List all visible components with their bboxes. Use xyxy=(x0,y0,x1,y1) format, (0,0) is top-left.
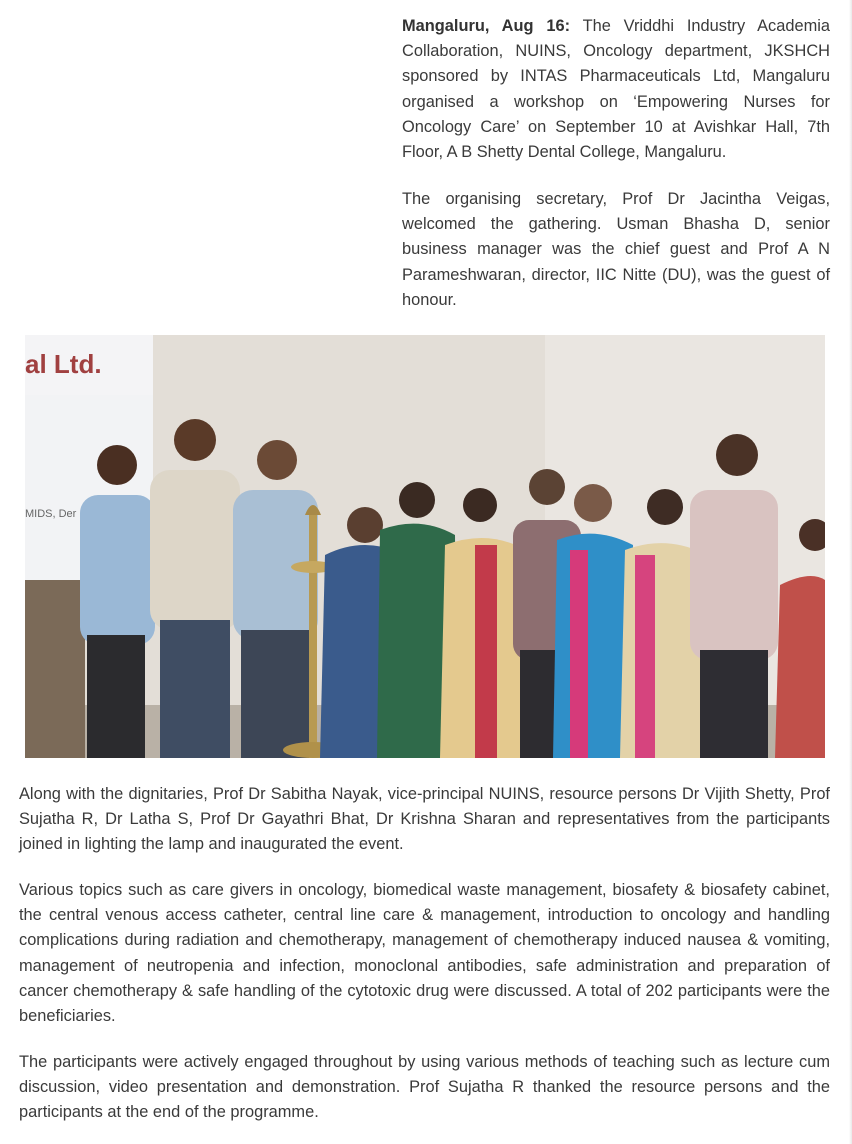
banner-text-2: MIDS, Der xyxy=(25,508,77,520)
intro-paragraph xyxy=(402,14,830,165)
event-photo xyxy=(25,335,825,758)
topics-paragraph: Various topics such as care givers in oncology, biomedical waste management, biosafety & biosafety cabinet, the central venous access catheter, central line care & management, introduction to oncology and handling complications during radiation and chemotherapy, management of chemotherapy induced nausea & vomiting, management of neutropenia and infection, monoclonal antibodies, safe administration and preparation of cancer chemotherapy & safe handling of the cytotoxic drug were discussed. A total of 202 participants were the beneficiaries. xyxy=(19,881,830,1026)
closing-paragraph: The participants were actively engaged throughout by using various methods of teaching such as lecture cum discussion, video presentation and demonstration. Prof Sujatha R thanked the resource persons and the participants at the end of the programme. xyxy=(19,1053,830,1122)
intro-text: The Vriddhi Industry Academia Collaboration, NUINS, Oncology department, JKSHCH sponsored by INTAS Pharmaceuticals Ltd, Mangaluru organised a workshop on ‘Empowering Nurses for Oncology Care’ on September 10 at Avishkar Hall, 7th Floor, A B Shetty Dental College, Mangaluru. xyxy=(402,17,830,162)
welcome-paragraph: The organising secretary, Prof Dr Jacintha Veigas, welcomed the gathering. Usman Bhasha D, senior business manager was the chief guest and Prof A N Parameshwaran, director, IIC Nitte (DU), was the guest of honour. xyxy=(402,190,830,309)
banner-text-1: al Ltd. xyxy=(25,349,102,379)
dignitaries-paragraph: Along with the dignitaries, Prof Dr Sabitha Nayak, vice-principal NUINS, resource persons Dr Vijith Shetty, Prof Sujatha R, Dr Latha S, Prof Dr Gayathri Bhat, Dr Krishna Sharan and representatives from the participants joined in lighting the lamp and inaugurated the event. xyxy=(19,785,830,854)
group-photo-illustration xyxy=(25,335,825,758)
dateline: Mangaluru, Aug 16: xyxy=(402,17,571,35)
